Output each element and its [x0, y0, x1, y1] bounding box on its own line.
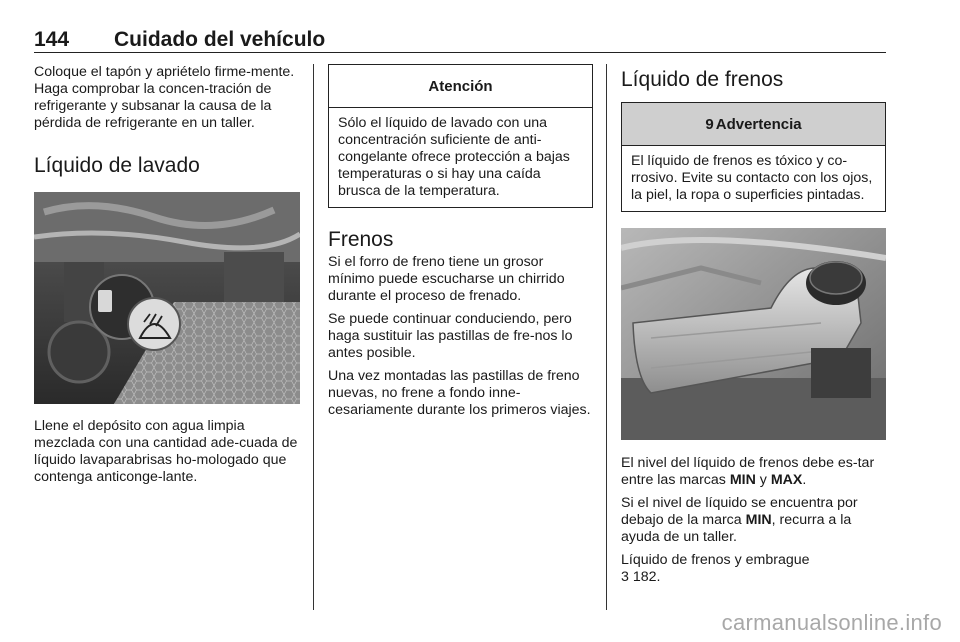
level-text-end: .: [802, 472, 807, 488]
brakes-paragraph-1: Si el forro de freno tiene un grosor mínimo puede escucharse un chirrido durante el proceso de frenado.: [328, 254, 565, 304]
page-reference-arrow-icon: 3: [621, 569, 629, 585]
brake-fluid-heading: Líquido de frenos: [621, 68, 784, 91]
low-min-mark: MIN: [745, 512, 772, 528]
cross-reference-text: Líquido de frenos y embrague: [621, 552, 810, 568]
notice-text: Sólo el líquido de lavado con una concentración suficiente de anti-congelante ofrece protección a bajas temperaturas o si hay una caída brusca de la temperatura.: [338, 115, 570, 199]
washer-paragraph: Llene el depósito con agua limpia mezclada con una cantidad ade-cuada de líquido lavaparabrisas ho-mologado que contenga anticonge-lante.: [34, 418, 298, 485]
washer-reservoir-figure: [34, 192, 300, 404]
low-text-end: , recurra a la ayuda de un taller.: [621, 512, 852, 545]
warning-box: [621, 102, 886, 212]
brake-low-paragraph: [621, 495, 886, 546]
column-1: [34, 64, 300, 492]
page-number: 144: [34, 28, 70, 51]
level-text-pre: El nivel del líquido de frenos debe es-tar entre las marcas: [621, 455, 875, 488]
warning-header: [622, 103, 885, 146]
section-title: Cuidado del vehículo: [114, 28, 326, 51]
warning-title: Advertencia: [715, 115, 802, 133]
column-3: [621, 64, 886, 592]
brake-level-paragraph: [621, 455, 886, 489]
watermark: carmanualsonline.info: [721, 610, 942, 635]
coolant-paragraph: Coloque el tapón y apriételo firme-mente. Haga comprobar la concen-tración de refrigerante y subsanar la causa de la pérdida de refrigerante en un taller.: [34, 64, 295, 131]
brakes-heading: Frenos: [328, 228, 394, 251]
low-text-pre: Si el nivel de líquido se encuentra por debajo de la marca: [621, 495, 858, 528]
brake-reservoir-photo: [621, 228, 886, 440]
page-header: [34, 28, 886, 52]
notice-box: [328, 64, 593, 208]
brakes-paragraph-3: Una vez montadas las pastillas de freno nuevas, no frene a fondo inne-cesariamente durante los primeros viajes.: [328, 368, 591, 418]
washer-fluid-heading: Líquido de lavado: [34, 154, 200, 177]
cross-reference: [621, 552, 886, 586]
cross-reference-page: 182.: [628, 569, 661, 585]
header-rule: [34, 52, 886, 53]
washer-reservoir-photo: [34, 192, 300, 404]
column-divider-2: [606, 64, 607, 610]
brake-reservoir-figure: [621, 228, 886, 440]
warning-triangle-icon: 9: [705, 115, 714, 133]
warning-text: El líquido de frenos es tóxico y co-rrosivo. Evite su contacto con los ojos, la piel, la ropa o superficies pintadas.: [631, 153, 873, 203]
column-divider-1: [313, 64, 314, 610]
max-mark: MAX: [770, 472, 803, 488]
column-2: [328, 64, 593, 425]
brakes-paragraph-2: Se puede continuar conduciendo, pero haga sustituir las pastillas de fre-nos lo antes posible.: [328, 311, 573, 361]
notice-title: Atención: [329, 65, 592, 108]
min-mark: MIN: [729, 472, 756, 488]
level-text-mid: y: [755, 472, 771, 488]
